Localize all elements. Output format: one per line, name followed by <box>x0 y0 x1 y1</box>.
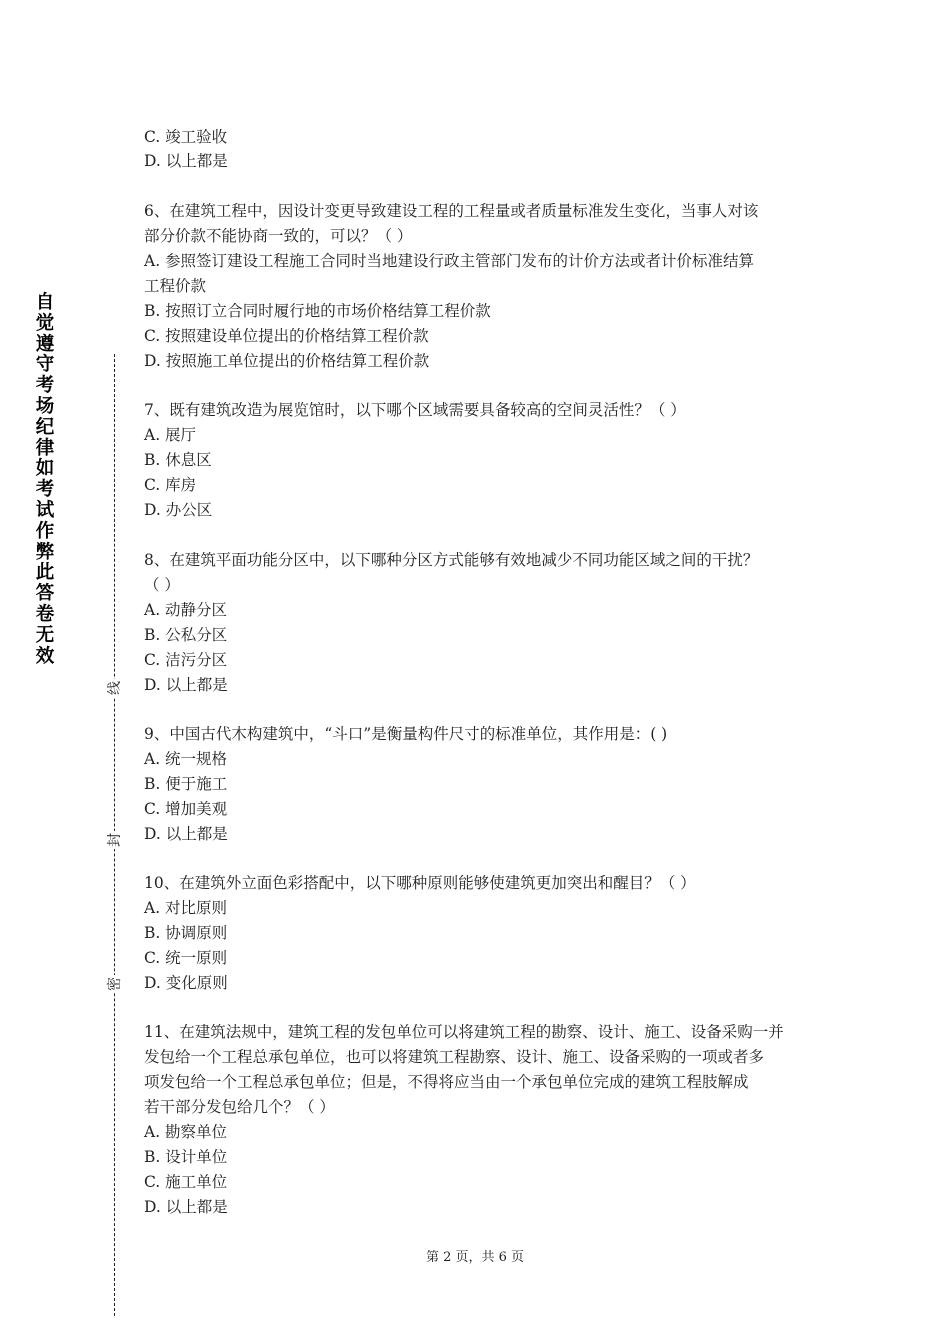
option-line: C. 竣工验收 <box>144 128 228 146</box>
option-line: D. 以上都是 <box>144 825 228 843</box>
option-line: D. 以上都是 <box>144 1198 228 1216</box>
option-line: C. 库房 <box>144 476 197 494</box>
notice-char: 作 <box>35 520 55 542</box>
question-stem: 9、中国古代木构建筑中，“斗口”是衡量构件尺寸的标准单位，其作用是：( ) <box>144 725 668 743</box>
notice-char: 效 <box>35 645 55 667</box>
notice-char: 自 <box>35 292 55 313</box>
option-line: C. 按照建设单位提出的价格结算工程价款 <box>144 327 429 345</box>
notice-char: 遵 <box>35 333 55 355</box>
option-line: A. 对比原则 <box>144 899 228 917</box>
notice-char: 无 <box>35 624 55 646</box>
question-stem: 部分价款不能协商一致的，可以？（ ） <box>144 227 413 245</box>
option-line: B. 设计单位 <box>144 1148 228 1166</box>
exam-rule-notice <box>33 293 57 667</box>
option-line: B. 便于施工 <box>144 775 228 793</box>
notice-char: 考 <box>35 375 55 397</box>
notice-char: 守 <box>35 354 55 376</box>
question-stem: 发包给一个工程总承包单位，也可以将建筑工程勘察、设计、施工、设备采购的一项或者多 <box>144 1048 765 1066</box>
option-line: C. 增加美观 <box>144 800 228 818</box>
option-line: D. 办公区 <box>144 501 213 519</box>
seal-mark-line: 线 <box>104 679 126 697</box>
notice-char: 纪 <box>35 416 55 438</box>
question-stem: 项发包给一个工程总承包单位；但是，不得将应当由一个承包单位完成的建筑工程肢解成 <box>144 1073 749 1091</box>
option-line: C. 统一原则 <box>144 949 228 967</box>
option-line: 工程价款 <box>144 277 207 295</box>
seal-mark-seal: 封 <box>104 831 126 849</box>
notice-char: 此 <box>35 562 55 584</box>
option-line: A. 参照签订建设工程施工合同时当地建设行政主管部门发布的计价方法或者计价标准结算 <box>144 252 755 270</box>
option-line: D. 变化原则 <box>144 974 228 992</box>
notice-char: 如 <box>35 458 55 480</box>
notice-char: 答 <box>35 583 55 605</box>
option-line: C. 施工单位 <box>144 1173 228 1191</box>
notice-char: 觉 <box>35 312 55 334</box>
notice-char: 卷 <box>35 603 55 625</box>
question-stem: 10、在建筑外立面色彩搭配中，以下哪种原则能够使建筑更加突出和醒目？（ ） <box>144 874 696 892</box>
notice-char: 弊 <box>35 541 55 563</box>
option-line: A. 动静分区 <box>144 601 228 619</box>
option-line: A. 统一规格 <box>144 750 228 768</box>
option-line: D. 以上都是 <box>144 152 228 170</box>
option-line: A. 勘察单位 <box>144 1123 228 1141</box>
question-stem: 若干部分发包给几个？（ ） <box>144 1098 335 1116</box>
option-line: D. 以上都是 <box>144 676 228 694</box>
option-line: D. 按照施工单位提出的价格结算工程价款 <box>144 352 430 370</box>
option-line: C. 洁污分区 <box>144 651 228 669</box>
notice-char: 考 <box>35 479 55 501</box>
seal-mark-secret: 密 <box>104 975 126 993</box>
option-line: A. 展厅 <box>144 426 197 444</box>
option-line: B. 协调原则 <box>144 924 228 942</box>
question-stem: 11、在建筑法规中，建筑工程的发包单位可以将建筑工程的勘察、设计、施工、设备采购一并 <box>144 1023 784 1041</box>
option-line: B. 休息区 <box>144 451 212 469</box>
question-stem: （ ） <box>144 576 180 594</box>
question-stem: 7、既有建筑改造为展览馆时，以下哪个区域需要具备较高的空间灵活性？（ ） <box>144 401 686 419</box>
page-number: 第 2 页，共 6 页 <box>425 1250 525 1265</box>
question-stem: 8、在建筑平面功能分区中，以下哪种分区方式能够有效地减少不同功能区域之间的干扰？ <box>144 551 759 569</box>
notice-char: 试 <box>35 499 55 521</box>
option-line: B. 公私分区 <box>144 626 228 644</box>
notice-char: 律 <box>35 437 55 459</box>
question-stem: 6、在建筑工程中，因设计变更导致建设工程的工程量或者质量标准发生变化，当事人对该 <box>144 202 759 220</box>
option-line: B. 按照订立合同时履行地的市场价格结算工程价款 <box>144 302 491 320</box>
notice-char: 场 <box>35 395 55 417</box>
